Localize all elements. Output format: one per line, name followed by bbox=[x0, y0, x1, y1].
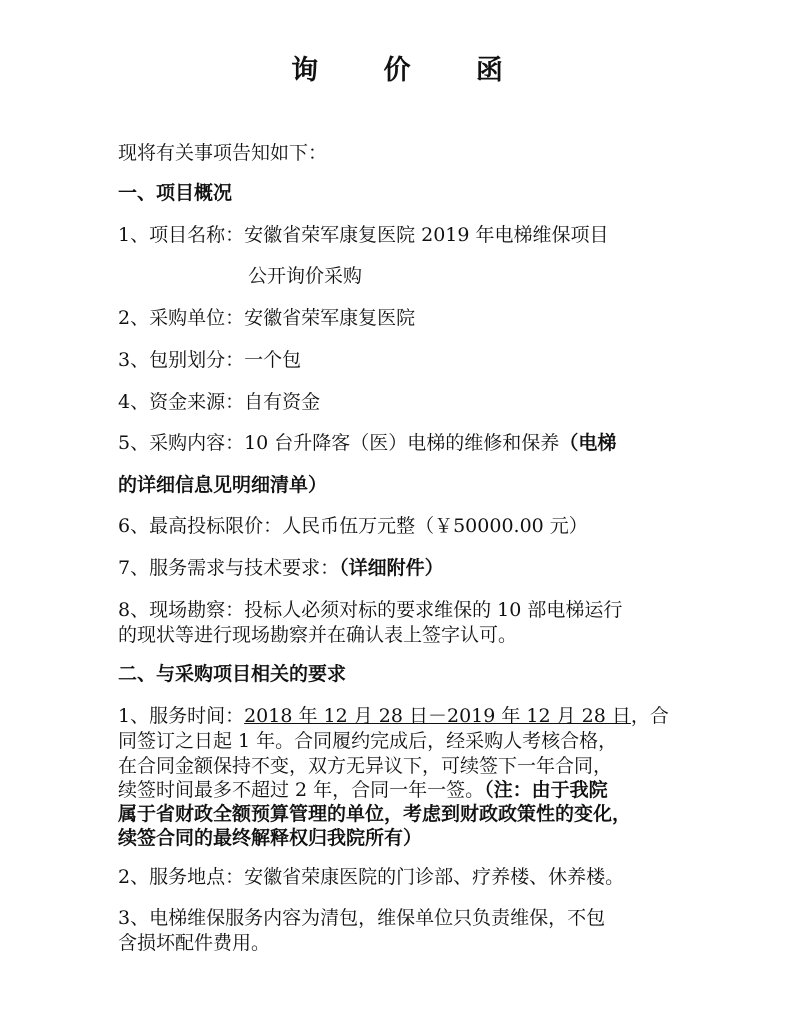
item-project-name-cont: 公开询价采购 bbox=[248, 265, 363, 287]
page-title: 询 价 函 bbox=[291, 55, 531, 86]
service-scope-line1: 3、电梯维保服务内容为清包，维保单位只负责维保，不包 bbox=[118, 907, 606, 929]
item-content-line1 bbox=[118, 430, 616, 456]
item-requirements bbox=[118, 555, 444, 581]
item-content-text: 5、采购内容：10 台升降客（医）电梯的维修和保养 bbox=[118, 432, 560, 454]
service-time-renewal: 续签时间最多不超过 2 年，合同一年一签。 bbox=[118, 779, 485, 801]
service-time-note-end: 续签合同的最终解释权归我院所有） bbox=[118, 827, 423, 849]
intro-text: 现将有关事项告知如下： bbox=[118, 142, 328, 164]
service-time-label: 1、服务时间： bbox=[118, 705, 245, 727]
service-scope-line2: 含损坏配件费用。 bbox=[118, 932, 271, 954]
item-requirements-text: 7、服务需求与技术要求： bbox=[118, 557, 340, 579]
item-package: 3、包别划分：一个包 bbox=[118, 349, 302, 371]
service-time-line2: 同签订之日起 1 年。合同履约完成后，经采购人考核合格， bbox=[118, 730, 618, 752]
item-project-name: 1、项目名称：安徽省荣军康复医院 2019 年电梯维保项目 bbox=[118, 224, 609, 246]
service-time-note-mid: 属于省财政全额预算管理的单位，考虑到财政政策性的变化， bbox=[118, 803, 632, 825]
item-funding: 4、资金来源：自有资金 bbox=[118, 391, 321, 413]
item-purchaser: 2、采购单位：安徽省荣军康复医院 bbox=[118, 307, 416, 329]
service-time-line3: 在合同金额保持不变，双方无异议下，可续签下一年合同， bbox=[118, 755, 613, 777]
item-site-survey-line2: 的现状等进行现场勘察并在确认表上签字认可。 bbox=[118, 624, 518, 646]
service-time-suffix: ，合 bbox=[630, 705, 669, 727]
item-content-note-end: 的详细信息见明细清单） bbox=[118, 474, 328, 496]
item-price-limit: 6、最高投标限价：人民币伍万元整（￥50000.00 元） bbox=[118, 515, 588, 537]
section2-heading: 二、与采购项目相关的要求 bbox=[118, 663, 347, 685]
service-location: 2、服务地点：安徽省荣康医院的门诊部、疗养楼、休养楼。 bbox=[118, 866, 625, 888]
item-requirements-note: （详细附件） bbox=[339, 557, 444, 579]
section1-heading: 一、项目概况 bbox=[118, 182, 233, 204]
service-time-note-start: （注：由于我院 bbox=[484, 779, 608, 801]
service-time-period: 2018 年 12 月 28 日－2019 年 12 月 28 日 bbox=[244, 705, 631, 727]
item-content-note-start: （电梯 bbox=[559, 432, 617, 454]
service-time-line4 bbox=[118, 777, 608, 803]
service-time-line1 bbox=[118, 703, 669, 729]
item-site-survey-line1: 8、现场勘察：投标人必须对标的要求维保的 10 部电梯运行 bbox=[118, 599, 623, 621]
